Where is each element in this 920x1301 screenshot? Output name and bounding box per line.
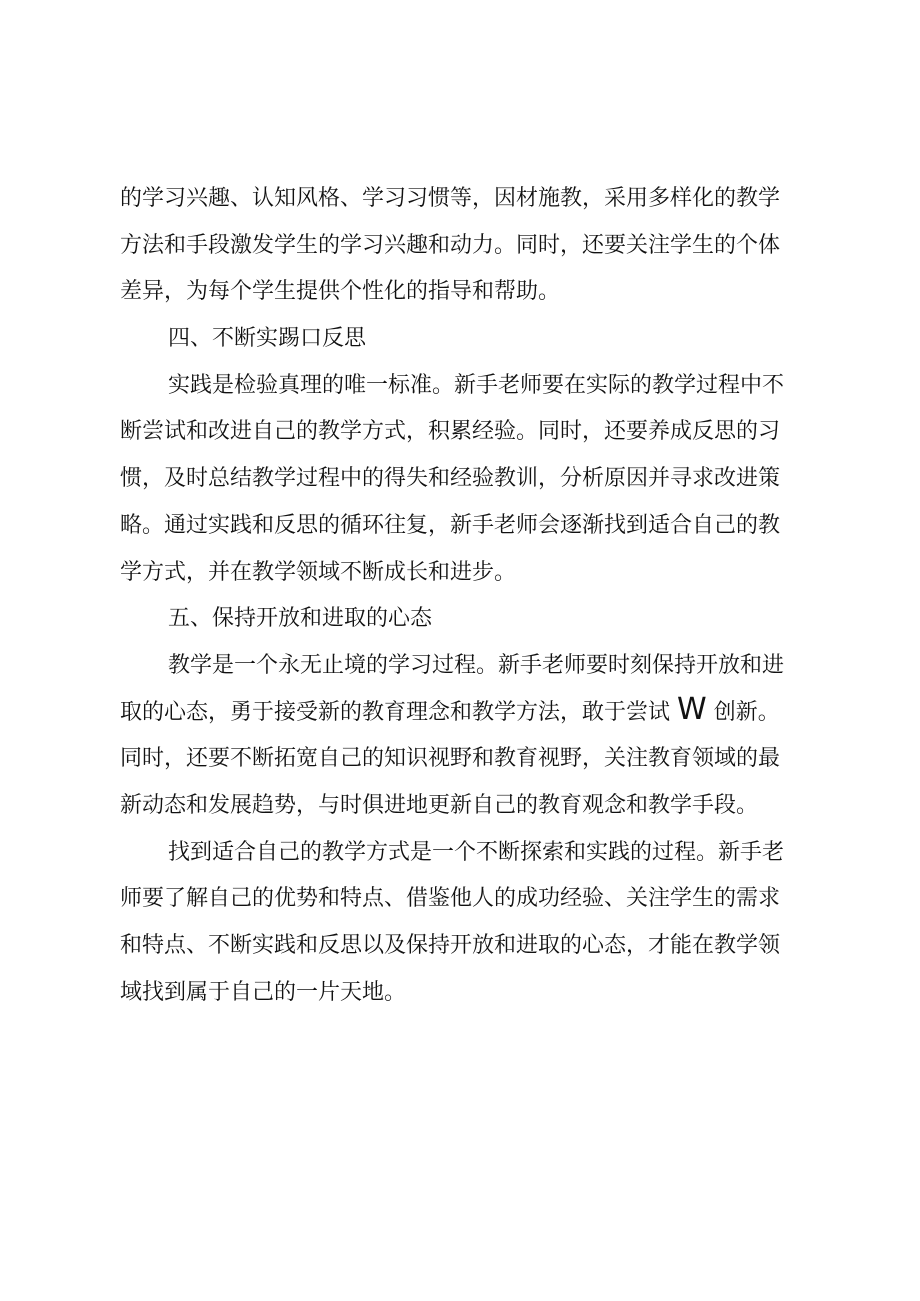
paragraph-line: 同时，还要不断拓宽自己的知识视野和教育视野，关注教育领域的最 — [120, 746, 781, 772]
paragraph-line: 学方式，并在教学领域不断成长和进步。 — [120, 559, 517, 585]
stray-glyph: W — [677, 691, 707, 727]
paragraph-line: 断尝试和改进自己的教学方式，积累经验。同时，还要养成反思的习 — [120, 419, 781, 445]
paragraph-line: 的学习兴趣、认知风格、学习习惯等，因材施教，采用多样化的教学 — [120, 186, 781, 211]
paragraph-line: 惯，及时总结教学过程中的得失和经验教训，分析原因并寻求改进策 — [120, 466, 781, 492]
line-text-before: 取的心态，勇于接受新的教育理念和教学方法，敢于尝试 — [120, 699, 671, 725]
section-4-paragraph — [120, 363, 810, 596]
paragraph-line: 新动态和发展趋势，与时俱进地更新自己的教育观念和教学手段。 — [120, 792, 759, 818]
paragraph-line: 师要了解自己的优势和特点、借鉴他人的成功经验、关注学生的需求 — [120, 886, 781, 912]
paragraph-line: 实践是检验真理的唯一标准。新手老师要在实际的教学过程中不 — [168, 372, 785, 398]
paragraph-line: 找到适合自己的教学方式是一个不断探索和实践的过程。新手老 — [168, 839, 785, 865]
paragraph-line: 方法和手段激发学生的学习兴趣和动力。同时，还要关注学生的个体 — [120, 232, 781, 258]
paragraph-line: 和特点、不断实践和反思以及保持开放和进取的心态，才能在教学领 — [120, 933, 781, 958]
paragraph-line: 域找到属于自己的一片天地。 — [120, 979, 407, 1005]
section-heading-4: 四、不断实踢口反思 — [168, 326, 367, 352]
line-text-after: 创新。 — [713, 699, 780, 725]
paragraph-line-with-glyph — [120, 690, 810, 737]
intro-paragraph — [120, 176, 810, 316]
section-heading-5: 五、保持开放和进取的心态 — [168, 606, 433, 632]
paragraph-line: 略。通过实践和反思的循环往复，新手老师会逐渐找到适合自己的教 — [120, 512, 781, 538]
conclusion-paragraph — [120, 830, 810, 1017]
section-5-paragraph — [120, 643, 810, 830]
document-body — [120, 176, 810, 1016]
paragraph-line: 差异，为每个学生提供个性化的指导和帮助。 — [120, 279, 561, 305]
paragraph-line: 教学是一个永无止境的学习过程。新手老师要时刻保持开放和进 — [168, 652, 785, 678]
